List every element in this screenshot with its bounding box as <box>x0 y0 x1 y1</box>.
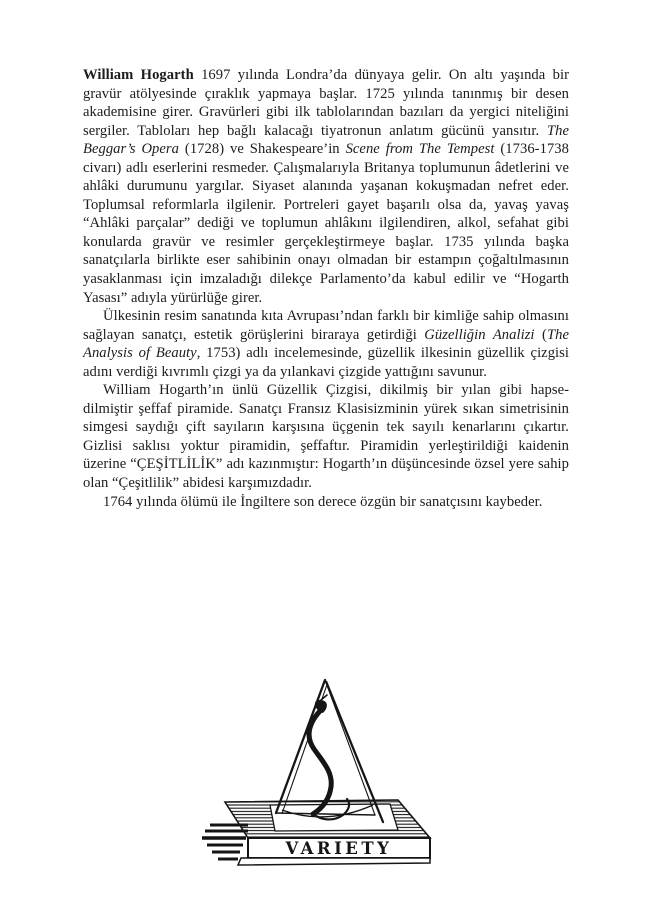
text-run: , 1753) adlı incelemesinde, güzellik ilkesinin güzellik çizgisi adını verdiği kıvrımlı çizgi ya da yılankavi çizgide yattığını savunur. <box>83 345 569 380</box>
article-text <box>83 66 569 511</box>
paragraph-3 <box>83 381 569 492</box>
plinth-bottom-strip <box>238 858 430 865</box>
paragraph-1 <box>83 66 569 307</box>
text-run-italic: Güzelliğin Analizi <box>424 326 535 343</box>
text-run-italic: The Beggar’s Opera <box>83 122 569 158</box>
text-run: (1736-1738 civarı) adlı eserlerini resmeder. Çalışmalarıyla Britanya toplumunun âdetlerini ve ahlâki durumunu yargılar. Siyaset alanında yaşanan kokuşmadan nefret eder. Toplumsal reformlarla ilgilenir. Portreleri gayet başarılı olsa da, yavaş yavaş “Ahlâki parçalar” dediği ve toplumun ahlâkını ilgilendiren, alkol, sefahat gibi konularda gravür ve resimler gerçekleştirmeye başlar. 1735 yılında başka sanatçılarla birlikte eser sahibinin onayı olmadan bir estampın çoğaltılmasının yasaklanması için imzaladığı dilekçe Parlamento’da kabul edilir ve “Hogarth Yasası” adıyla yürürlüğe girer. <box>83 141 569 306</box>
text-run: (1728) ve Shakespeare’in <box>179 141 346 158</box>
text-run: ( <box>534 326 547 343</box>
text-run: William Hogarth’ın ünlü Güzellik Çizgisi, dikilmiş bir yılan gibi hapsedilmiştir şeffaf piramide. Sanatçı Fransız Klasisizminin yürek sıkan simetrisinin simgesi saydığı çift sayıların karşısına üçgenin tek sayılı kenarlarını çıkartır. Gizlisi saklısı yoktur piramidin, şeffaftır. Piramidin yerleştirildiği kaidenin üzerine “ÇEŞİTLİLİK” adı kazınmıştır: Hogarth’ın düşüncesinde özsel yere sahip olan “Çeşitlilik” abidesi karşımızdadır. <box>83 382 569 492</box>
text-run-bold: William Hogarth <box>83 67 194 83</box>
plinth-shadow <box>202 825 248 859</box>
variety-label: VARIETY <box>285 839 393 858</box>
paragraph-2 <box>83 307 569 381</box>
plinth-front-band <box>238 838 430 865</box>
variety-emblem-illustration <box>180 650 480 910</box>
text-run: 1764 yılında ölümü ile İngiltere son derece özgün bir sanatçısını kaybeder. <box>103 493 543 510</box>
text-run-italic: The Analysis of Beauty <box>83 326 569 362</box>
variety-emblem-svg <box>180 650 480 910</box>
text-run: Ülkesinin resim sanatında kıta Avrupası’ndan farklı bir kimliğe sahip olmasını sağlayan sanatçı, estetik görüşlerini biraraya getirdiği <box>83 308 569 343</box>
paragraph-4 <box>83 493 569 512</box>
text-run-italic: Scene from The Tempest <box>345 141 495 158</box>
plinth-pad <box>270 804 398 831</box>
text-run: 1697 yılında Londra’da dünyaya gelir. On altı yaşında bir gravür atölyesinde çıraklık yapmaya başlar. 1725 yılında tanınmış bir desen akademisine girer. Gravürleri gibi ilk tablolarından bazıları da yergici niteliğini sergiler. Tabloları hep bağlı kalacağı tiyatronun anlatım gücünü yansıtır. <box>83 67 569 139</box>
